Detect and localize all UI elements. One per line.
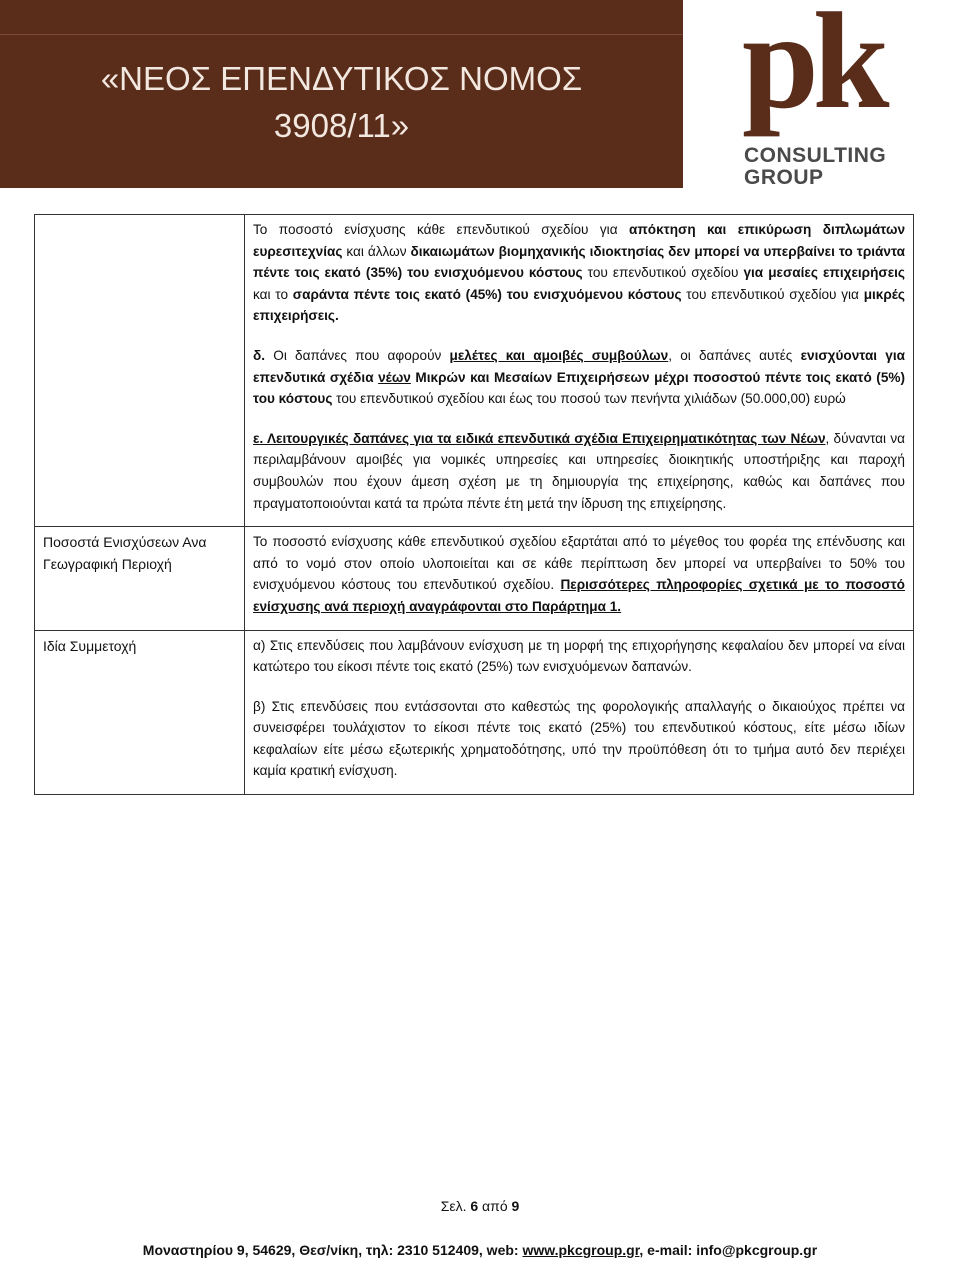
bold-span: μικρές επιχειρήσεις. [253, 286, 905, 324]
bold-span: ενισχύονται για επενδυτικά σχέδια [253, 347, 905, 385]
paragraph-consultants [253, 345, 905, 410]
text-span: Το ποσοστό ενίσχυσης κάθε επενδυτικού σχεδίου εξαρτάται από το μέγεθος του φορέα της επένδυσης και από το νομό στον οποίο υλοποιείται και σε κάθε περίπτωση δεν μπορεί να υπερβαίνει το 50% του ενισχυόμενου κόστους του επενδυτικού σχεδίου. [253, 534, 905, 593]
paragraph-operating-costs [253, 428, 905, 514]
bold-underline-span: ε. Λειτουργικές δαπάνες για τα ειδικά επενδυτικά σχέδια Επιχειρηματικότητας των Νέων [253, 430, 826, 446]
table-row [35, 630, 914, 795]
text-span: του επενδυτικού σχεδίου για [681, 286, 864, 302]
bold-span: απόκτηση και επικύρωση διπλωμάτων ευρεσιτεχνίας [253, 222, 905, 259]
bold-underline-span: μελέτες και αμοιβές συμβούλων [449, 347, 669, 363]
document-title [0, 55, 683, 149]
pk-consulting-logo [700, 0, 950, 190]
logo-text-consulting: CONSULTING [744, 144, 887, 167]
page-current: 6 [470, 1198, 479, 1214]
page-prefix: Σελ. [440, 1198, 471, 1214]
row-label-own-contribution: Ιδία Συμμετοχή [35, 630, 245, 795]
text-span: , οι δαπάνες αυτές [668, 347, 801, 363]
text-span: και το [253, 286, 293, 302]
text-span: Οι δαπάνες που αφορούν [265, 347, 450, 363]
page-middle: από [478, 1198, 512, 1214]
row-content-own-contribution [245, 630, 914, 795]
bold-span: δ. [253, 347, 266, 363]
title-line-2: 3908/11» [273, 107, 410, 144]
header-divider [0, 34, 683, 35]
page-number [0, 1198, 960, 1214]
address-text: Μοναστηρίου 9, 54629, Θεσ/νίκη, τηλ: 2310 512409, web: [142, 1242, 523, 1258]
text-span: και άλλων [342, 243, 411, 259]
bold-span: για μεσαίες επιχειρήσεις [743, 265, 905, 281]
bold-span: δικαιωμάτων βιομηχανικής ιδιοκτησίας δεν μπορεί να υπερβαίνει το τριάντα πέντε τοις εκατό (35%) του ενισχυόμενου κόστους [253, 243, 905, 281]
website-link[interactable]: www.pkcgroup.gr [522, 1242, 640, 1258]
paragraph-tax-exemption: β) Στις επενδύσεις που εντάσσονται στο καθεστώς της φορολογικής απαλλαγής ο δικαιούχος πρέπει να συνεισφέρει τουλάχιστον το είκοσι πέντε τοις εκατό (25%) του επενδυτικού κόστους, είτε μέσω ιδίων κεφαλαίων είτε μέσω εξωτερικής χρηματοδότησης, υπό την προϋπόθεση ότι το τμήμα αυτό δεν περιέχει καμία κρατική ενίσχυση. [253, 698, 905, 779]
paragraph-patents [253, 219, 905, 327]
row-label-geographic-rates: Ποσοστά Ενισχύσεων Ανα Γεωγραφική Περιοχή [35, 527, 245, 630]
email-text: , e-mail: info@pkcgroup.gr [639, 1242, 818, 1258]
header-banner [0, 0, 683, 188]
footer-contact [0, 1242, 960, 1258]
row-content-geographic-rates [245, 527, 914, 630]
logo-text-group: GROUP [744, 166, 824, 189]
text-span: του επενδυτικού σχεδίου [582, 265, 744, 281]
row-label-empty [35, 215, 245, 527]
title-line-1: «ΝΕΟΣ ΕΠΕΝΔΥΤΙΚΟΣ ΝΟΜΟΣ [100, 60, 583, 97]
bold-span: σαράντα πέντε τοις εκατό (45%) του ενισχυόμενου κόστους [292, 286, 682, 302]
table-row [35, 527, 914, 630]
table-row [35, 215, 914, 527]
text-span: του επενδυτικού σχεδίου και έως του ποσού των πενήντα χιλιάδων (50.000,00) ευρώ [332, 391, 846, 407]
text-span: , δύνανται να περιλαμβάνουν αμοιβές για νομικές υπηρεσίες και υπηρεσίες διοικητικής υποστήριξης και παροχή συμβουλών που έχουν άμεση σχέση με τη δημιουργία της επιχείρησης, καθώς και δαπάνες που πραγματοποιούνται κατά τα πρώτα πέντε έτη μετά την ίδρυση της επιχείρησης. [253, 430, 905, 511]
bold-span: Μικρών και Μεσαίων Επιχειρήσεων μέχρι ποσοστού πέντε τοις εκατό (5%) του κόστους [253, 369, 906, 407]
text-span: Το ποσοστό ενίσχυσης κάθε επενδυτικού σχεδίου για [253, 222, 629, 237]
logo-mark: pk [742, 0, 884, 137]
content-table [34, 214, 914, 795]
row-content-costs [245, 215, 914, 527]
paragraph-grant: α) Στις επενδύσεις που λαμβάνουν ενίσχυση με τη μορφή της επιχορήγησης κεφαλαίου δεν μπορεί να είναι κατώτερο του είκοσι πέντε τοις εκατό (25%) των ενισχυόμενων δαπανών. [253, 637, 905, 675]
paragraph-geographic [253, 531, 905, 617]
page-total: 9 [511, 1198, 520, 1214]
bold-underline-span: νέων [378, 369, 411, 385]
appendix-reference: Περισσότερες πληροφορίες σχετικά με το ποσοστό ενίσχυσης ανά περιοχή αναγράφονται στο Παράρτημα 1. [253, 577, 905, 614]
